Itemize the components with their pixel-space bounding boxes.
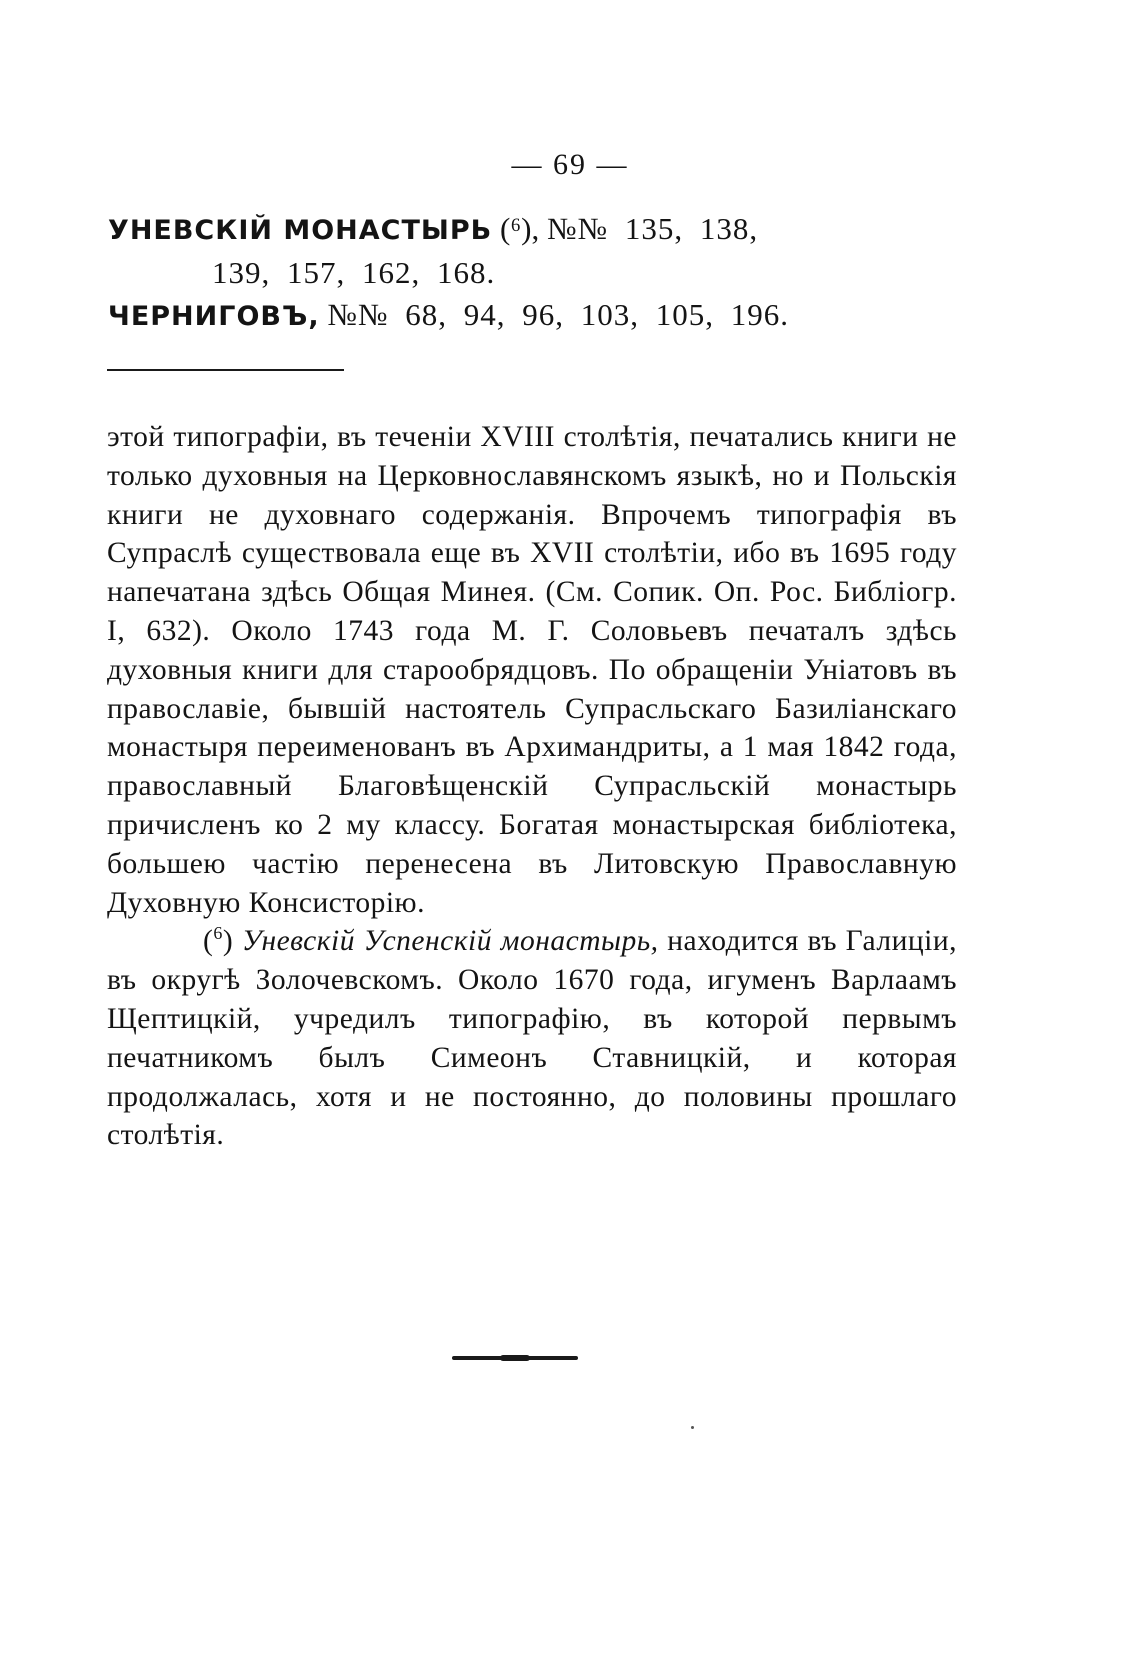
- index-entry-unev: [108, 208, 958, 294]
- footnote-title: Уневскій Успенскій монастырь,: [241, 925, 659, 958]
- footnote: [107, 922, 957, 1155]
- entry-numbers: №№ 135, 138,: [546, 211, 759, 246]
- body-paragraph: этой типографіи, въ теченіи XVIII столѣтія, печатались книги не только духовныя на Церковнославянскомъ языкѣ, но и Польскія книги не духовнаго содержанія. Впрочемъ типографія въ Супраслѣ существовала еще въ XVII столѣтіи, ибо въ 1695 году напечатана здѣсь Общая Минея. (См. Сопик. Оп. Рос. Библіогр. I, 632). Около 1743 года М. Г. Соловьевъ печаталъ здѣсь духовныя книги для старообрядцовъ. По обращеніи Уніатовъ въ православіе, бывшій настоятель Супрасльскаго Базиліанскаго монастыря переименованъ въ Архимандриты, а 1 мая 1842 года, православный Благовѣщенскій Супрасльскій монастырь причисленъ ко 2 му классу. Богатая монастырская библіотека, большею частію перенесена въ Литовскую Православную Духовную Консисторію.: [107, 421, 957, 919]
- entry-title: ЧЕРНИГОВЪ,: [108, 301, 320, 332]
- body-text: [107, 418, 957, 1155]
- entry-numbers-continued: 139, 157, 162, 168.: [212, 255, 496, 290]
- page-number: — 69 —: [511, 148, 629, 181]
- end-ornament-rule: [452, 1356, 578, 1360]
- entry-numbers: №№ 68, 94, 96, 103, 105, 196.: [327, 297, 790, 332]
- footnote-text: находится въ Галиціи, въ округѣ Золочевскомъ. Около 1670 года, игуменъ Варлаамъ Щептицкій, учредилъ типографію, въ которой первымъ печатникомъ былъ Симеонъ Ставницкій, и которая продолжалась, хотя и не постоянно, до половины прошлаго столѣтія.: [107, 925, 957, 1152]
- index-entry-chernigov: [108, 294, 958, 338]
- entry-title: УНЕВСКІЙ МОНАСТЫРЬ: [108, 215, 493, 246]
- index-entries: [108, 208, 958, 338]
- footnote-reference: (⁶),: [500, 211, 540, 246]
- footnote-marker: ($^6$): [203, 923, 234, 958]
- section-divider: [107, 369, 344, 371]
- print-speck: [691, 1426, 694, 1429]
